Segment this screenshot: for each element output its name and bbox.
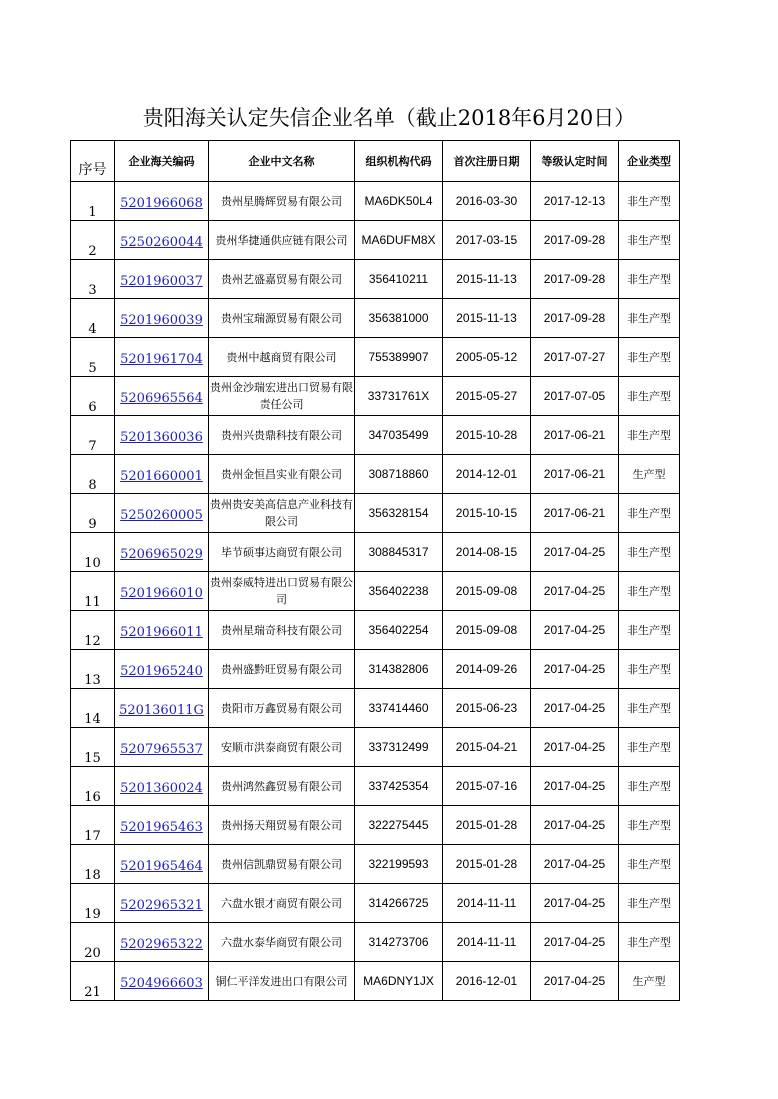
- row-registration-date: 2016-03-30: [443, 182, 531, 221]
- row-org-code: MA6DNY1JX: [355, 962, 443, 1001]
- customs-code-link[interactable]: 5207965537: [120, 741, 203, 757]
- table-row: [71, 689, 680, 728]
- customs-code-link[interactable]: 5202965322: [120, 936, 203, 952]
- row-customs-code: [115, 377, 209, 416]
- row-org-code: 33731761X: [355, 377, 443, 416]
- row-seq: 3: [71, 260, 115, 299]
- row-customs-code: [115, 962, 209, 1001]
- row-company-name: 贵州华捷通供应链有限公司: [209, 221, 355, 260]
- row-certification-date: 2017-04-25: [531, 611, 619, 650]
- row-company-name: 贵州宝瑞源贸易有限公司: [209, 299, 355, 338]
- row-org-code: 308845317: [355, 533, 443, 572]
- row-registration-date: 2015-01-28: [443, 845, 531, 884]
- row-company-name: 贵州鸿然鑫贸易有限公司: [209, 767, 355, 806]
- customs-code-link[interactable]: 5201960039: [120, 312, 203, 328]
- row-company-type: 非生产型: [619, 806, 680, 845]
- row-org-code: 337414460: [355, 689, 443, 728]
- table-row: [71, 494, 680, 533]
- header-org-code: 组织机构代码: [355, 141, 443, 182]
- customs-code-link[interactable]: 5250260005: [120, 507, 203, 523]
- row-company-type: 生产型: [619, 455, 680, 494]
- row-org-code: 347035499: [355, 416, 443, 455]
- customs-code-link[interactable]: 5250260044: [120, 234, 203, 250]
- row-certification-date: 2017-04-25: [531, 806, 619, 845]
- row-registration-date: 2014-11-11: [443, 923, 531, 962]
- row-customs-code: [115, 884, 209, 923]
- customs-code-link[interactable]: 5204966603: [120, 975, 203, 991]
- row-customs-code: [115, 338, 209, 377]
- table-row: [71, 611, 680, 650]
- row-certification-date: 2017-04-25: [531, 533, 619, 572]
- row-org-code: 337425354: [355, 767, 443, 806]
- row-registration-date: 2014-12-01: [443, 455, 531, 494]
- row-seq: 15: [71, 728, 115, 767]
- table-row: [71, 377, 680, 416]
- table-row: [71, 845, 680, 884]
- row-customs-code: [115, 650, 209, 689]
- row-certification-date: 2017-07-05: [531, 377, 619, 416]
- row-certification-date: 2017-04-25: [531, 572, 619, 611]
- row-company-name: 贵阳市万鑫贸易有限公司: [209, 689, 355, 728]
- row-company-name: 铜仁平洋发进出口有限公司: [209, 962, 355, 1001]
- row-seq: 9: [71, 494, 115, 533]
- row-customs-code: [115, 533, 209, 572]
- row-company-name: 安顺市洪泰商贸有限公司: [209, 728, 355, 767]
- customs-code-link[interactable]: 5201966068: [120, 195, 203, 211]
- row-registration-date: 2015-07-16: [443, 767, 531, 806]
- header-seq: 序号: [71, 141, 115, 182]
- row-seq: 17: [71, 806, 115, 845]
- row-customs-code: [115, 689, 209, 728]
- row-company-type: 非生产型: [619, 611, 680, 650]
- row-company-name: 贵州兴贵鼎科技有限公司: [209, 416, 355, 455]
- row-company-type: 非生产型: [619, 377, 680, 416]
- row-registration-date: 2014-08-15: [443, 533, 531, 572]
- row-seq: 12: [71, 611, 115, 650]
- header-company-name: 企业中文名称: [209, 141, 355, 182]
- row-certification-date: 2017-06-21: [531, 416, 619, 455]
- customs-code-link[interactable]: 5201965240: [120, 663, 203, 679]
- header-customs-code: 企业海关编码: [115, 141, 209, 182]
- row-company-type: 非生产型: [619, 533, 680, 572]
- row-customs-code: [115, 260, 209, 299]
- row-customs-code: [115, 767, 209, 806]
- row-company-type: 非生产型: [619, 845, 680, 884]
- row-org-code: MA6DK50L4: [355, 182, 443, 221]
- row-org-code: 314273706: [355, 923, 443, 962]
- row-registration-date: 2015-09-08: [443, 611, 531, 650]
- customs-code-link[interactable]: 5201965464: [120, 858, 203, 874]
- row-registration-date: 2014-09-26: [443, 650, 531, 689]
- row-customs-code: [115, 221, 209, 260]
- row-registration-date: 2016-12-01: [443, 962, 531, 1001]
- customs-code-link[interactable]: 5201961704: [120, 351, 203, 367]
- row-certification-date: 2017-04-25: [531, 728, 619, 767]
- row-customs-code: [115, 611, 209, 650]
- row-company-type: 非生产型: [619, 923, 680, 962]
- row-org-code: 356402254: [355, 611, 443, 650]
- table-row: [71, 455, 680, 494]
- row-company-type: 非生产型: [619, 494, 680, 533]
- table-row: [71, 728, 680, 767]
- table-row: [71, 299, 680, 338]
- row-org-code: 314266725: [355, 884, 443, 923]
- row-certification-date: 2017-09-28: [531, 299, 619, 338]
- row-seq: 8: [71, 455, 115, 494]
- row-company-type: 非生产型: [619, 338, 680, 377]
- customs-code-link[interactable]: 5201966011: [120, 624, 203, 640]
- customs-code-link[interactable]: 5206965029: [120, 546, 203, 562]
- row-seq: 13: [71, 650, 115, 689]
- row-certification-date: 2017-04-25: [531, 767, 619, 806]
- customs-code-link[interactable]: 5201965463: [120, 819, 203, 835]
- table-row: [71, 806, 680, 845]
- row-customs-code: [115, 728, 209, 767]
- row-org-code: 356402238: [355, 572, 443, 611]
- page-title: 贵阳海关认定失信企业名单（截止2018年6月20日）: [142, 106, 636, 130]
- table-row: [71, 962, 680, 1001]
- row-registration-date: 2015-11-13: [443, 299, 531, 338]
- row-company-name: 贵州星腾辉贸易有限公司: [209, 182, 355, 221]
- row-registration-date: 2015-09-08: [443, 572, 531, 611]
- row-customs-code: [115, 299, 209, 338]
- table-row: [71, 650, 680, 689]
- row-company-type: 非生产型: [619, 221, 680, 260]
- row-company-type: 生产型: [619, 962, 680, 1001]
- row-company-name: 贵州扬天翔贸易有限公司: [209, 806, 355, 845]
- row-registration-date: 2015-11-13: [443, 260, 531, 299]
- row-customs-code: [115, 845, 209, 884]
- row-company-name: 贵州星瑞奇科技有限公司: [209, 611, 355, 650]
- row-seq: 5: [71, 338, 115, 377]
- table-row: [71, 182, 680, 221]
- customs-code-link[interactable]: 5202965321: [120, 897, 203, 913]
- row-registration-date: 2015-10-28: [443, 416, 531, 455]
- table-header-row: [71, 141, 680, 182]
- row-seq: 11: [71, 572, 115, 611]
- table-row: [71, 923, 680, 962]
- row-company-name: 贵州泰威特进出口贸易有限公司: [209, 572, 355, 611]
- row-registration-date: 2015-01-28: [443, 806, 531, 845]
- table-row: [71, 767, 680, 806]
- row-certification-date: 2017-04-25: [531, 884, 619, 923]
- customs-code-link[interactable]: 5201660001: [120, 468, 203, 484]
- row-seq: 10: [71, 533, 115, 572]
- row-org-code: 356381000: [355, 299, 443, 338]
- row-company-name: 贵州金恒昌实业有限公司: [209, 455, 355, 494]
- row-company-name: 六盘水银才商贸有限公司: [209, 884, 355, 923]
- row-company-name: 贵州盛黔旺贸易有限公司: [209, 650, 355, 689]
- header-certification-date: 等级认定时间: [531, 141, 619, 182]
- row-registration-date: 2015-10-15: [443, 494, 531, 533]
- header-company-type: 企业类型: [619, 141, 680, 182]
- row-certification-date: 2017-06-21: [531, 455, 619, 494]
- dishonest-enterprise-table: [70, 140, 680, 1001]
- customs-code-link[interactable]: 5201966010: [120, 585, 203, 601]
- table-row: [71, 260, 680, 299]
- table-row: [71, 221, 680, 260]
- row-org-code: 322275445: [355, 806, 443, 845]
- row-company-type: 非生产型: [619, 689, 680, 728]
- row-customs-code: [115, 416, 209, 455]
- customs-code-link[interactable]: 5201360036: [120, 429, 203, 445]
- row-org-code: 356328154: [355, 494, 443, 533]
- row-org-code: 755389907: [355, 338, 443, 377]
- table-row: [71, 884, 680, 923]
- row-registration-date: 2015-06-23: [443, 689, 531, 728]
- customs-code-link[interactable]: 5206965564: [120, 390, 203, 406]
- row-company-name: 六盘水泰华商贸有限公司: [209, 923, 355, 962]
- row-org-code: 322199593: [355, 845, 443, 884]
- row-registration-date: 2005-05-12: [443, 338, 531, 377]
- row-certification-date: 2017-09-28: [531, 260, 619, 299]
- row-org-code: 314382806: [355, 650, 443, 689]
- row-certification-date: 2017-07-27: [531, 338, 619, 377]
- row-certification-date: 2017-04-25: [531, 650, 619, 689]
- row-company-type: 非生产型: [619, 650, 680, 689]
- row-certification-date: 2017-06-21: [531, 494, 619, 533]
- row-seq: 4: [71, 299, 115, 338]
- row-company-type: 非生产型: [619, 182, 680, 221]
- row-certification-date: 2017-04-25: [531, 962, 619, 1001]
- row-company-type: 非生产型: [619, 728, 680, 767]
- row-company-type: 非生产型: [619, 884, 680, 923]
- row-org-code: MA6DUFM8X: [355, 221, 443, 260]
- row-seq: 6: [71, 377, 115, 416]
- row-seq: 2: [71, 221, 115, 260]
- row-seq: 14: [71, 689, 115, 728]
- row-seq: 21: [71, 962, 115, 1001]
- row-company-name: 毕节硕事达商贸有限公司: [209, 533, 355, 572]
- row-seq: 16: [71, 767, 115, 806]
- row-customs-code: [115, 182, 209, 221]
- row-org-code: 308718860: [355, 455, 443, 494]
- row-company-name: 贵州信凯鼎贸易有限公司: [209, 845, 355, 884]
- header-registration-date: 首次注册日期: [443, 141, 531, 182]
- row-customs-code: [115, 923, 209, 962]
- row-company-name: 贵州贵安美高信息产业科技有限公司: [209, 494, 355, 533]
- row-company-name: 贵州中越商贸有限公司: [209, 338, 355, 377]
- row-registration-date: 2015-04-21: [443, 728, 531, 767]
- row-customs-code: [115, 572, 209, 611]
- row-certification-date: 2017-04-25: [531, 845, 619, 884]
- row-certification-date: 2017-09-28: [531, 221, 619, 260]
- customs-code-link[interactable]: 5201960037: [120, 273, 203, 289]
- row-seq: 1: [71, 182, 115, 221]
- row-registration-date: 2017-03-15: [443, 221, 531, 260]
- row-company-type: 非生产型: [619, 767, 680, 806]
- row-certification-date: 2017-04-25: [531, 923, 619, 962]
- row-certification-date: 2017-12-13: [531, 182, 619, 221]
- row-customs-code: [115, 806, 209, 845]
- row-seq: 7: [71, 416, 115, 455]
- row-registration-date: 2014-11-11: [443, 884, 531, 923]
- table-row: [71, 533, 680, 572]
- row-company-type: 非生产型: [619, 260, 680, 299]
- row-customs-code: [115, 455, 209, 494]
- row-seq: 19: [71, 884, 115, 923]
- row-org-code: 356410211: [355, 260, 443, 299]
- row-company-type: 非生产型: [619, 416, 680, 455]
- row-seq: 18: [71, 845, 115, 884]
- row-company-name: 贵州艺盛嘉贸易有限公司: [209, 260, 355, 299]
- row-registration-date: 2015-05-27: [443, 377, 531, 416]
- row-customs-code: [115, 494, 209, 533]
- row-company-type: 非生产型: [619, 572, 680, 611]
- table-row: [71, 338, 680, 377]
- table-row: [71, 416, 680, 455]
- row-org-code: 337312499: [355, 728, 443, 767]
- table-row: [71, 572, 680, 611]
- row-company-type: 非生产型: [619, 299, 680, 338]
- row-certification-date: 2017-04-25: [531, 689, 619, 728]
- customs-code-link[interactable]: 5201360024: [120, 780, 203, 796]
- row-company-name: 贵州金沙瑞宏进出口贸易有限责任公司: [209, 377, 355, 416]
- row-seq: 20: [71, 923, 115, 962]
- customs-code-link[interactable]: 520136011G: [119, 702, 204, 718]
